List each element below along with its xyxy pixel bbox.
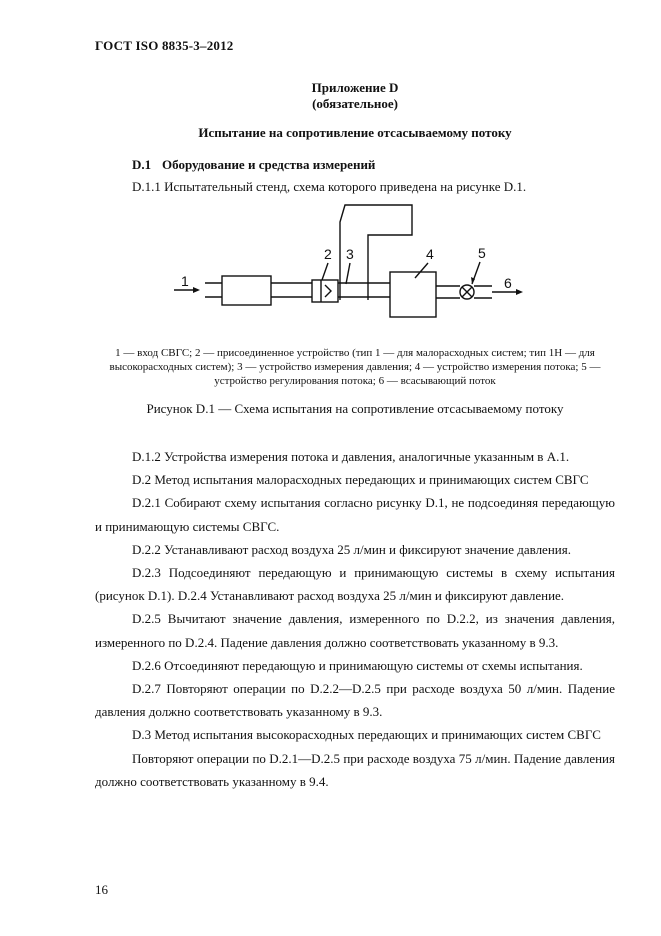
- leader-2: [322, 263, 328, 280]
- section-d1-heading: [132, 157, 375, 173]
- paragraph-d2-5: D.2.5 Вычитают значение давления, измеренного по D.2.2, из значения давления, измеренного по D.2.4. Падение давления должно соответствовать указанному в 9.3.: [95, 611, 615, 650]
- figure-label-5: 5: [478, 245, 486, 261]
- paragraph-d2-7: D.2.7 Повторяют операции по D.2.2—D.2.5 при расходе воздуха 50 л/мин. Падение давления должно соответствовать указанному в 9.3.: [95, 681, 615, 720]
- paragraph-d1-2: D.1.2 Устройства измерения потока и давления, аналогичные указанным в А.1.: [132, 449, 570, 464]
- inlet-chamber: [222, 276, 271, 305]
- figure-label-6: 6: [504, 275, 512, 291]
- figure-label-4: 4: [426, 246, 434, 262]
- leader-4: [415, 263, 428, 278]
- paragraph-d3-repeat: Повторяют операции по D.2.1—D.2.5 при расходе воздуха 75 л/мин. Падение давления должно соответствовать указанному в 9.4.: [95, 750, 615, 789]
- figure-label-3: 3: [346, 246, 354, 262]
- paragraph-d2: D.2 Метод испытания малорасходных передающих и принимающих систем СВГС: [132, 472, 589, 488]
- flow-device-chamber: [390, 272, 436, 317]
- annex-title: Приложение D: [311, 80, 399, 95]
- paragraph-d2-6: D.2.6 Отсоединяют передающую и принимающую системы от схемы испытания.: [132, 657, 583, 673]
- figure-label-2: 2: [324, 246, 332, 262]
- paragraph-d2-1: D.2.1 Собирают схему испытания согласно рисунку D.1, не подсоединяя передающую и принимающую системы СВГС.: [95, 495, 615, 534]
- annex-heading: Испытание на сопротивление отсасываемому потоку: [198, 125, 512, 140]
- figure-legend: 1 — вход СВГС; 2 — присоединенное устройство (тип 1 — для малорасходных систем; тип 1Н — для высокорасходных систем); 3 — устройство измерения давления; 4 — устройство измерения потока; 5 — устройство регулирования потока; 6 — всасывающий поток: [109, 347, 601, 387]
- body-text: [95, 445, 615, 793]
- leader-3: [346, 263, 350, 284]
- section-d1-1-paragraph: D.1.1 Испытательный стенд, схема которого приведена на рисунке D.1.: [132, 179, 527, 194]
- paragraph-d2-3: D.2.3 Подсоединяют передающую и принимающую системы в схему испытания (рисунок D.1). D.2.4 Устанавливают расход воздуха 25 л/мин и фиксируют давление.: [95, 565, 615, 604]
- section-d1-number: D.1: [132, 157, 152, 172]
- paragraph-d2-2: D.2.2 Устанавливают расход воздуха 25 л/мин и фиксируют значение давления.: [132, 541, 571, 557]
- paragraph-d3: D.3 Метод испытания высокорасходных передающих и принимающих систем СВГС: [132, 727, 601, 743]
- figure-caption: Рисунок D.1 — Схема испытания на сопротивление отсасываемому потоку: [146, 401, 564, 416]
- section-d1-title: Оборудование и средства измерений: [162, 157, 376, 172]
- standard-header: ГОСТ ISO 8835-3–2012: [95, 38, 234, 53]
- figure-label-1: 1: [181, 273, 189, 289]
- annex-status: (обязательное): [312, 96, 398, 111]
- page-number: 16: [95, 882, 108, 897]
- test-circuit-diagram: [160, 200, 560, 335]
- connected-device: [312, 280, 338, 302]
